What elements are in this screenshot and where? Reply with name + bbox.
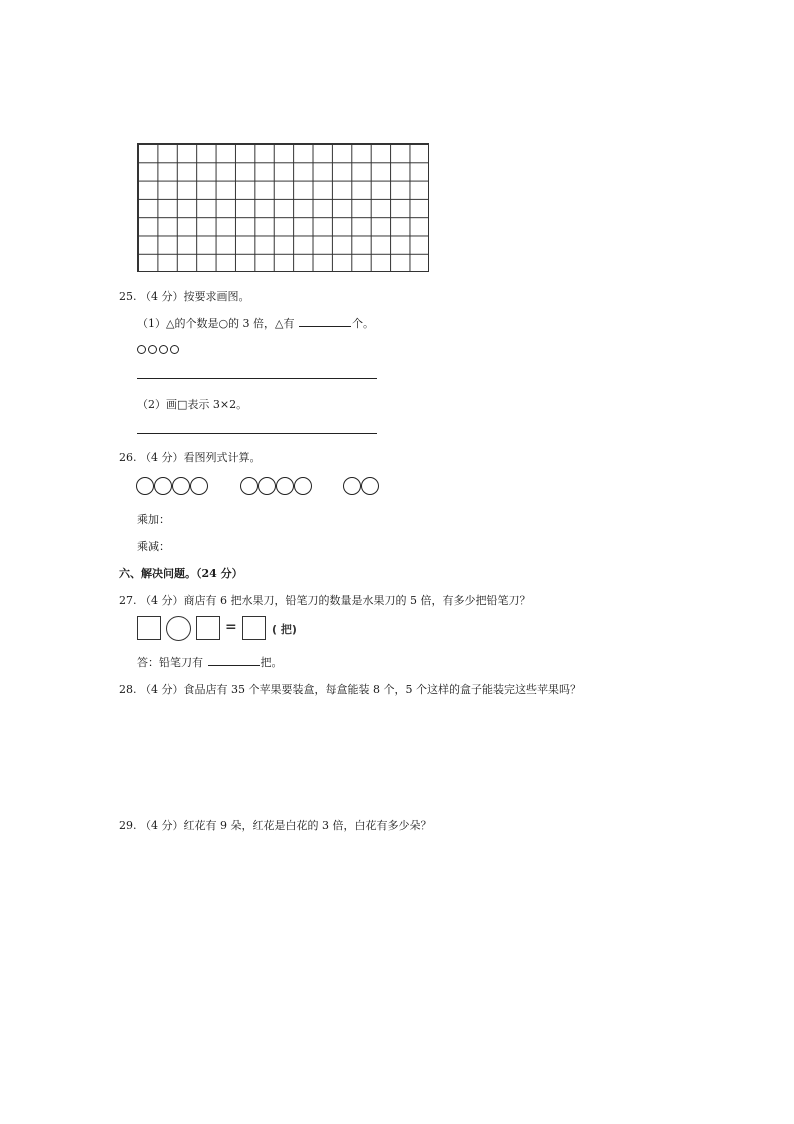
drawing-line-1[interactable] (137, 378, 377, 379)
question-28-title (119, 681, 581, 697)
circle-group-2 (240, 477, 312, 498)
question-points: （4 分） (140, 290, 184, 303)
question-prompt: 食品店有 35 个苹果要装盒，每盒能装 8 个，5 个这样的盒子能装完这些苹果吗？ (183, 683, 581, 696)
question-27-title (119, 592, 530, 608)
circle-shape (170, 345, 179, 354)
part-1-text: （1）△的个数是○的 3 倍，△有 (137, 317, 295, 330)
part-2-text: （2）画□表示 3×2。 (137, 398, 248, 411)
circle-shape (148, 345, 157, 354)
question-29-title (119, 817, 431, 833)
equals-sign (225, 619, 237, 635)
circle-shape (240, 477, 258, 495)
circle-shape (190, 477, 208, 495)
circle-group-1 (136, 477, 208, 498)
multiply-add-line (137, 511, 170, 527)
drawing-grid (137, 143, 429, 272)
circle-shape (258, 477, 276, 495)
answer-prefix: 答：铅笔刀有 (137, 656, 203, 669)
circle-shape (136, 477, 154, 495)
circle-row (137, 344, 181, 357)
circle-shape (294, 477, 312, 495)
question-points: （4 分） (140, 594, 184, 607)
circle-shape (343, 477, 361, 495)
question-points: （4 分） (140, 819, 184, 832)
equals-text: = (225, 619, 237, 635)
unit-text: ( 把) (272, 623, 297, 636)
circle-shape (159, 345, 168, 354)
question-points: （4 分） (140, 451, 184, 464)
answer-unit: 把。 (260, 656, 283, 669)
question-25-title (119, 288, 250, 304)
circle-shape (137, 345, 146, 354)
circle-shape (276, 477, 294, 495)
operator-circle[interactable] (166, 616, 191, 641)
question-number: 28. (119, 683, 137, 696)
question-number: 29. (119, 819, 137, 832)
question-number: 27. (119, 594, 137, 607)
question-prompt: 看图列式计算。 (183, 451, 261, 464)
circle-shape (154, 477, 172, 495)
question-25-part-1 (137, 315, 374, 331)
question-26-title (119, 449, 261, 465)
section-6-heading: 六、解决问题。（24 分） (119, 567, 243, 580)
question-number: 25. (119, 290, 137, 303)
answer-blank[interactable] (299, 316, 351, 327)
result-box[interactable] (242, 616, 266, 640)
answer-27-line (137, 654, 283, 670)
multiply-subtract-label: 乘减： (137, 540, 170, 553)
question-number: 26. (119, 451, 137, 464)
drawing-line-2[interactable] (137, 433, 377, 434)
section-heading (119, 565, 243, 581)
multiply-subtract-line (137, 538, 170, 554)
number-box-1[interactable] (137, 616, 161, 640)
unit-label (272, 621, 297, 637)
question-25-part-2 (137, 396, 247, 412)
question-prompt: 红花有 9 朵，红花是白花的 3 倍，白花有多少朵？ (183, 819, 432, 832)
multiply-add-label: 乘加： (137, 513, 170, 526)
question-prompt: 商店有 6 把水果刀，铅笔刀的数量是水果刀的 5 倍，有多少把铅笔刀？ (183, 594, 531, 607)
question-points: （4 分） (140, 683, 184, 696)
answer-blank[interactable] (208, 655, 260, 666)
part-1-unit: 个。 (352, 317, 375, 330)
circle-group-3 (343, 477, 379, 498)
number-box-2[interactable] (196, 616, 220, 640)
circle-shape (172, 477, 190, 495)
question-prompt: 按要求画图。 (183, 290, 250, 303)
circle-shape (361, 477, 379, 495)
